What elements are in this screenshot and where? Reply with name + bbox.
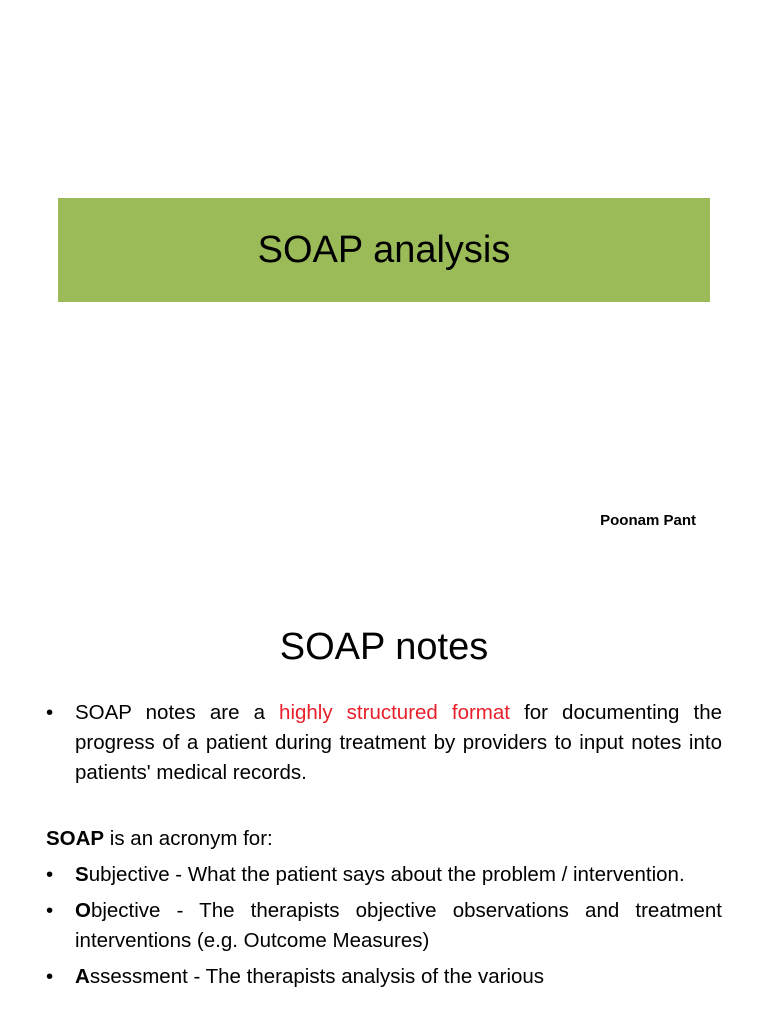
intro-text-before: SOAP notes are a <box>75 701 280 724</box>
list-item-objective <box>46 896 722 956</box>
acronym-bold: SOAP <box>46 827 105 850</box>
author-name: Poonam Pant <box>600 512 696 529</box>
item-text: ubjective - What the patient says about the problem / intervention. <box>88 863 685 886</box>
item-letter: O <box>75 899 91 922</box>
item-text: ssessment - The therapists analysis of the various <box>89 965 545 988</box>
acronym-line <box>46 824 722 854</box>
list-item-subjective <box>46 860 722 890</box>
slide-heading: SOAP notes <box>279 626 489 668</box>
intro-bullet <box>46 698 722 788</box>
intro-text-after: for documenting the progress of a patient during treatment by providers to input notes into patients' medical records. <box>75 701 723 784</box>
list-item-assessment <box>46 962 722 992</box>
soap-notes-slide <box>0 576 768 1024</box>
title-banner <box>58 198 710 302</box>
slide-title: SOAP analysis <box>257 228 511 271</box>
slide-content <box>46 698 722 998</box>
item-letter: A <box>75 965 90 988</box>
item-letter: S <box>75 863 89 886</box>
acronym-rest: is an acronym for: <box>104 827 273 850</box>
item-text: bjective - The therapists objective observations and treatment interventions (e.g. Outcome Measures) <box>75 899 722 952</box>
intro-highlight: highly structured format <box>279 701 510 724</box>
